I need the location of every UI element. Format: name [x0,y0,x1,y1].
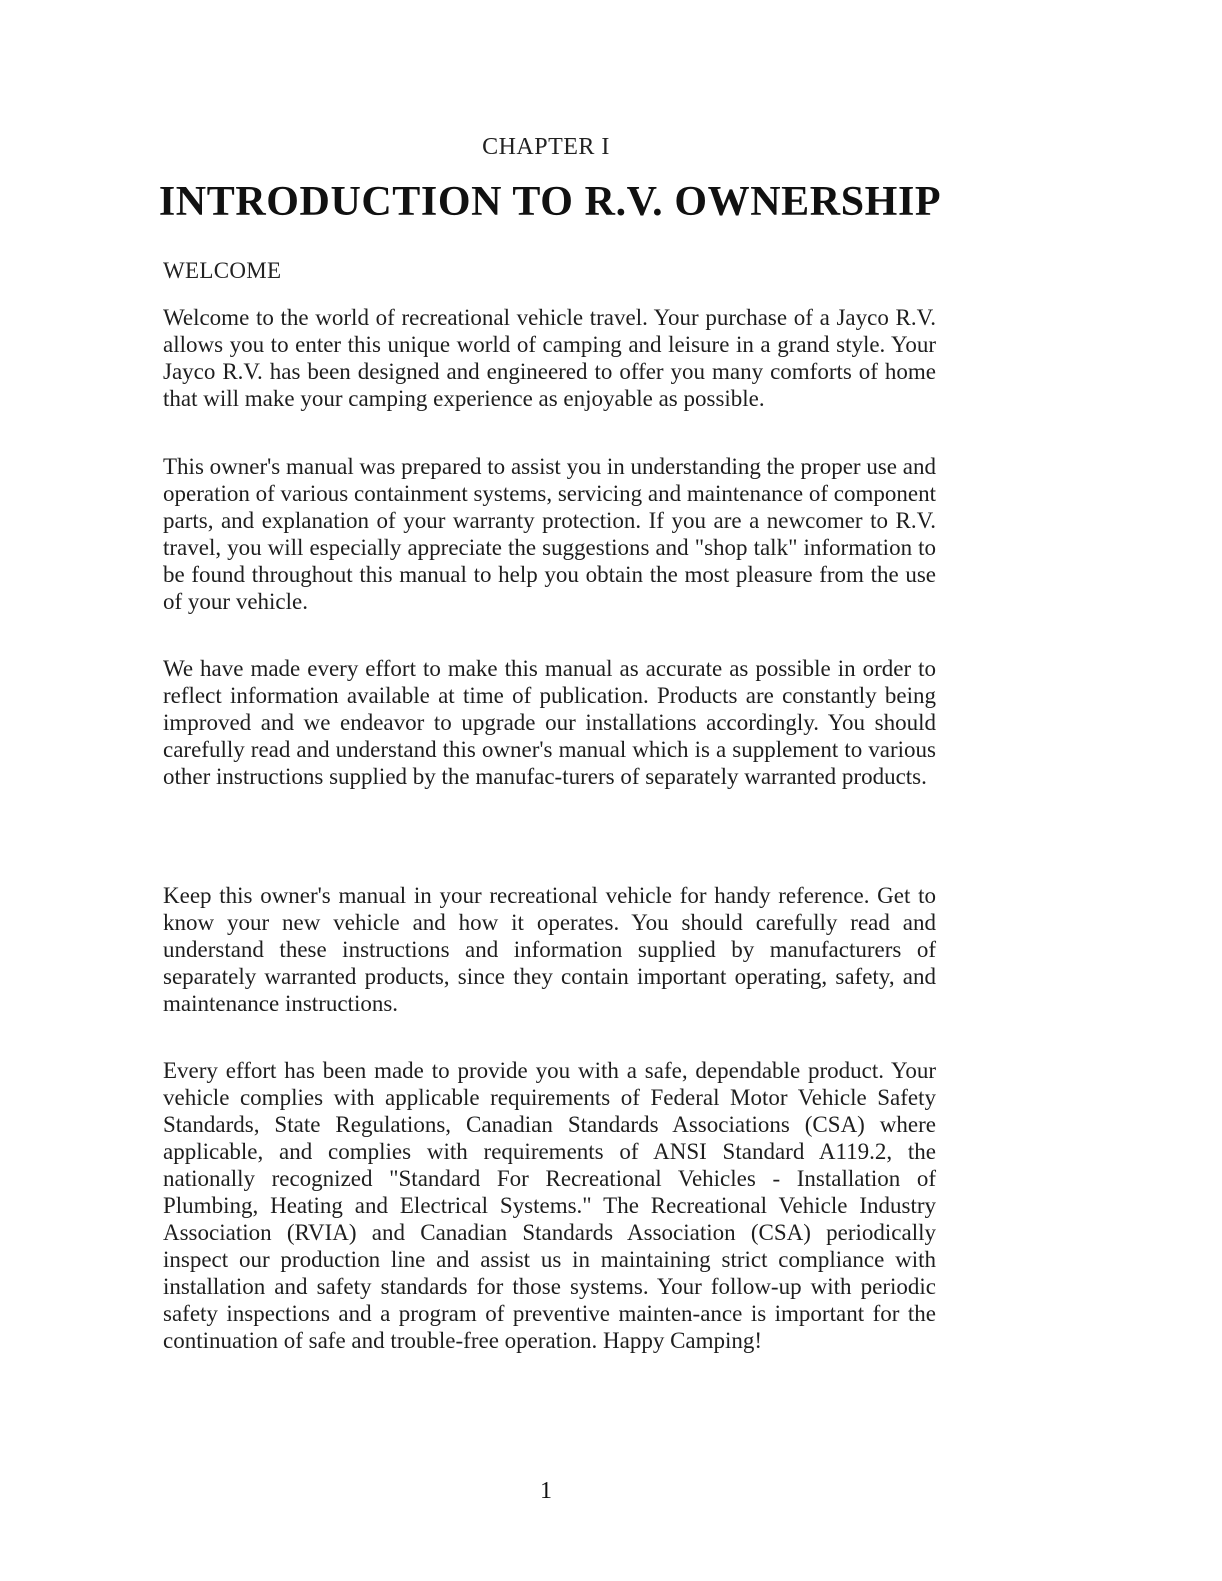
paragraph-safety-standards: Every effort has been made to provide you with a safe, dependable product. Your vehicle complies with applicable requirements of Federal Motor Vehicle Safety Standards, State Regulations, Canadian Standards Associations (CSA) where applicable, and complies with requirements of ANSI Standard A119.2, the nationally recognized "Standard For Recreational Vehicles - Installation of Plumbing, Heating and Electrical Systems." The Recreational Vehicle Industry Association (RVIA) and Canadian Standards Association (CSA) periodically inspect our production line and assist us in maintaining strict compliance with installation and safety standards for those systems. Your follow-up with periodic safety inspections and a program of preventive mainten-ance is important for the continuation of safe and trouble-free operation. Happy Camping! [163,1058,936,1353]
paragraph-welcome: Welcome to the world of recreational vehicle travel. Your purchase of a Jayco R.V. allows you to enter this unique world of camping and leisure in a grand style. Your Jayco R.V. has been designed and engineered to offer you many comforts of home that will make your camping experience as enjoyable as possible. [163,305,936,411]
chapter-label: CHAPTER I [482,134,610,160]
page-number: 1 [540,1478,552,1504]
paragraph-manual-purpose: This owner's manual was prepared to assist you in understanding the proper use and operation of various containment systems, servicing and maintenance of component parts, and explanation of your warranty protection. If you are a newcomer to R.V. travel, you will especially appreciate the suggestions and "shop talk" information to be found throughout this manual to help you obtain the most pleasure from the use of your vehicle. [163,454,936,614]
section-heading: WELCOME [163,258,282,283]
paragraph-keep-manual: Keep this owner's manual in your recreational vehicle for handy reference. Get to know your new vehicle and how it operates. You should carefully read and understand these instructions and information supplied by manufacturers of separately warranted products, since they contain important operating, safety, and maintenance instructions. [163,883,936,1016]
paragraph-accuracy: We have made every effort to make this manual as accurate as possible in order to reflect information available at time of publication. Products are constantly being improved and we endeavor to upgrade our installations accordingly. You should carefully read and understand this owner's manual which is a supplement to various other instructions supplied by the manufac-turers of separately warranted products. [163,656,936,789]
page-title: INTRODUCTION TO R.V. OWNERSHIP [158,179,942,225]
